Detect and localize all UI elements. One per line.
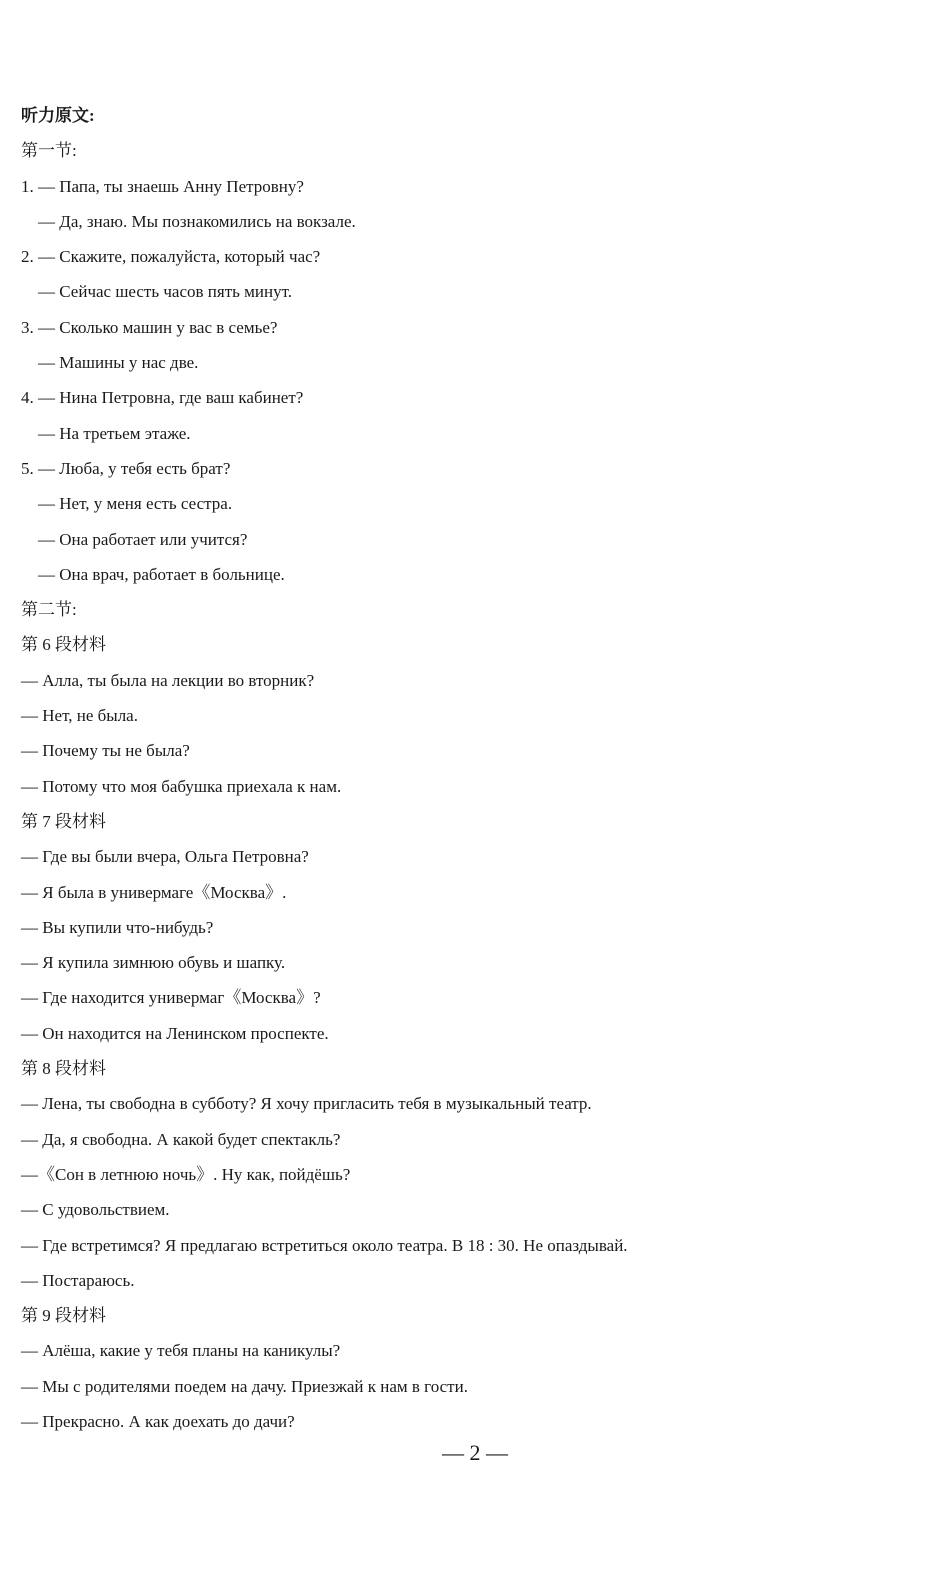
transcript-lines [21, 133, 921, 1439]
transcript-line: — С удовольствием. [21, 1200, 170, 1220]
transcript-line: — Почему ты не была? [21, 741, 190, 761]
transcript-line: — Алёша, какие у тебя планы на каникулы? [21, 1341, 341, 1361]
transcript-line: 第 9 段材料 [21, 1306, 106, 1326]
transcript-line: — Я была в универмаге《Москва》. [21, 882, 287, 902]
transcript-line: — Она врач, работает в больнице. [38, 564, 285, 584]
transcript-line: — Да, я свободна. А какой будет спектакль? [21, 1129, 341, 1149]
transcript-line: — Он находится на Ленинском проспекте. [21, 1023, 329, 1043]
transcript-line: 3. — Сколько машин у вас в семье? [21, 317, 278, 337]
transcript-line: — Лена, ты свободна в субботу? Я хочу пригласить тебя в музыкальный театр. [21, 1094, 592, 1114]
transcript-line: 第 7 段材料 [21, 811, 106, 831]
transcript-line: 4. — Нина Петровна, где ваш кабинет? [21, 388, 304, 408]
transcript-line: — Алла, ты была на лекции во вторник? [21, 670, 315, 690]
section-heading: 听力原文: [21, 106, 95, 125]
transcript-line: 1. — Папа, ты знаешь Анну Петровну? [21, 176, 304, 196]
transcript-line: 2. — Скажите, пожалуйста, который час? [21, 247, 321, 267]
transcript-line: — На третьем этаже. [38, 423, 191, 443]
transcript-line: 5. — Люба, у тебя есть брат? [21, 458, 231, 478]
transcript-line: — Прекрасно. А как доехать до дачи? [21, 1411, 295, 1431]
transcript-line: 第一节: [21, 141, 77, 161]
transcript-line: —《Сон в летнюю ночь》. Ну как, пойдёшь? [21, 1164, 351, 1184]
transcript-line: — Постараюсь. [21, 1270, 135, 1290]
transcript-line: — Машины у нас две. [38, 353, 199, 373]
transcript-line: — Сейчас шесть часов пять минут. [38, 282, 292, 302]
transcript-line: 第 6 段材料 [21, 635, 106, 655]
page-number: — 2 — [442, 1440, 508, 1465]
transcript-line: — Нет, у меня есть сестра. [38, 494, 233, 514]
transcript-line: — Где вы были вчера, Ольга Петровна? [21, 847, 309, 867]
transcript-line: — Потому что моя бабушка приехала к нам. [21, 776, 342, 796]
transcript-line: — Она работает или учится? [38, 529, 248, 549]
transcript-line: — Нет, не была. [21, 706, 138, 726]
transcript-line: 第 8 段材料 [21, 1059, 106, 1079]
transcript-line: 第二节: [21, 600, 77, 620]
transcript-line: — Где встретимся? Я предлагаю встретиться около театра. В 18 : 30. Не опаздывай. [21, 1235, 628, 1255]
transcript-line: — Мы с родителями поедем на дачу. Приезжай к нам в гости. [21, 1376, 468, 1396]
transcript-line: — Я купила зимнюю обувь и шапку. [21, 953, 286, 973]
transcript-line: — Где находится универмаг《Москва》? [21, 988, 321, 1008]
transcript-line: — Да, знаю. Мы познакомились на вокзале. [38, 211, 356, 231]
transcript-line: — Вы купили что-нибудь? [21, 917, 214, 937]
transcript-body [21, 98, 921, 1439]
